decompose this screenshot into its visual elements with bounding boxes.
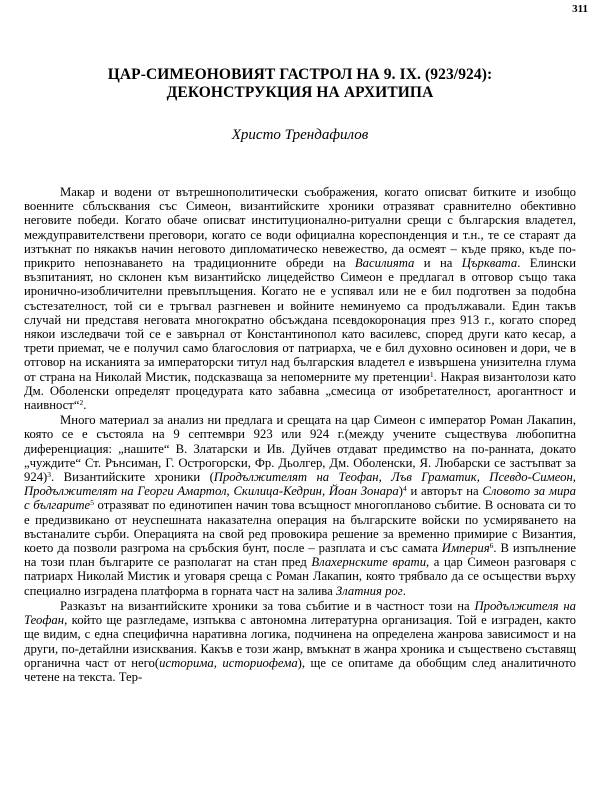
paragraph-3: Разказът на византийските хроники за това събитие и в частност този на Продължителя на Теофан, който ще разгледаме, изпъква с автономна литературна организация. Той е изграден, както ще видим, с една специфична наративна логика, подчинена на определена жанрова зависимост и на други, по-детайлни изисквания. Какъв е този жанр, вмъкнат в жанра хроника и съществено съставящ органична част от него(историма, историофема), ще се опитаме да обобщим след аналитичното четене на текста. Тер-: [24, 598, 576, 684]
emphasis: Василията: [354, 256, 415, 271]
emphasis: Продължителят на Теофан, Лъв Граматик, Псевдо-Симеон, Продължителят на Георги Амартол, Скилица-Кедрин, Йоан Зонара: [24, 470, 576, 499]
emphasis: Словото за мира с българите: [24, 484, 576, 513]
paragraph-1: Макар и водени от вътрешнополитически съображения, когато описват битките и изобщо военните сблъсквания със Симеон, византийските хроники отразяват сравнително обективно неговите победи. Когато обаче описват институционално-ритуални срещи с българския владетел, междуправителствени преговори, когато се води официална кореспонденция и т.н., те се стараят да изтъкнат по някакъв начин неговото дипломатическо невежество, да осмеят – къде пряко, къде по-прикрито непознаването на традиционните обреди на Василията и на Църквата. Елински възпитаният, но склонен към византийско лицедейство Симеон е предлагал в отговор също така иронично-изобличителни превъплъщения. Когато не е успявал или не е бил подготвен за подобна състезателност, той си е тръгвал разгневен и войните неминуемо са продължавали. Един такъв случай ни представя неговата многократно обсъждана псевдокоронация през 913 г., когато според някои изследвачи той се е завърнал от Константинопол като василевс, според други като кесар, а трети приемат, че е получил само благословия от патриарха, че е бил духовно осиновен и дори, че в отговор на исканията за императорски титул над българския владетел е извършена унизителна глума от страна на Николай Мистик, подсказваща за непомерните му претенции$^1$. Накрая византолози като Дм. Оболенски определят процедурата като забавна „смесица от изобретателност, арогантност и наивност“$^2$.: [24, 185, 577, 413]
footnote-ref: 3: [47, 470, 52, 480]
emphasis: Влахернските врати: [311, 555, 427, 570]
footnote-ref: 4: [402, 484, 407, 494]
emphasis: Империя: [441, 541, 490, 556]
article-title: [20, 66, 580, 102]
paragraph-2: Много материал за анализ ни предлага и срещата на цар Симеон с император Роман Лакапин, която се е състояла на 9 септември 923 или 924 г.(между учените съществува любопитна диференциация: „нашите“ В. Златарски и Ив. Дуйчев отдават предимство на по-ранната, докато „чуждите“ Ст. Рънсиман, Г. Острогорски, Фр. Дьолгер, Дм. Оболенски, Я. Любарски се застъпват за 924)$^3$. Византийските хроники (Продължителят на Теофан, Лъв Граматик, Псевдо-Симеон, Продължителят на Георги Амартол, Скилица-Кедрин, Йоан Зонара)$^4$ и авторът на Словото за мира с българите$^5$ отразяват по единотипен начин това всъщност многопланово събитие. В основата си то е предизвикано от неуспешната наказателна операция на българските войски по усмиряването на въстаналите сърби. Операцията на свой ред провокира решение за временно примирие с Византия, което да позволи разгрома на сръбския бунт, после – разплата и със самата Империя$^6$. В изпълнение на този план българите се разполагат на стан пред Влахернските врати, а цар Симеон разговаря с патриарх Николай Мистик и уговаря среща с Роман Лакапин, която трябвало да се осъществи върху специално изградена платформа в горната част на залива Златния рог.: [24, 413, 577, 598]
footnote-ref: 6: [489, 541, 494, 551]
emphasis: Църквата: [461, 256, 518, 271]
footnote-ref: 5: [90, 498, 94, 508]
title-line-2: ДЕКОНСТРУКЦИЯ НА АРХИТИПА: [166, 84, 434, 101]
footnote-ref: 1: [429, 369, 434, 379]
article-body: [24, 185, 576, 684]
emphasis: Златния рог: [335, 583, 403, 598]
emphasis: историма, историофема: [159, 655, 298, 670]
author-name: Христо Трендафилов: [231, 127, 369, 143]
emphasis: Продължителя на Теофан: [24, 598, 576, 628]
footnote-ref: 2: [79, 398, 84, 408]
title-line-1: ЦАР-СИМЕОНОВИЯТ ГАСТРОЛ НА 9. IX. (923/924):: [107, 66, 493, 83]
page-number: 311: [572, 3, 588, 15]
